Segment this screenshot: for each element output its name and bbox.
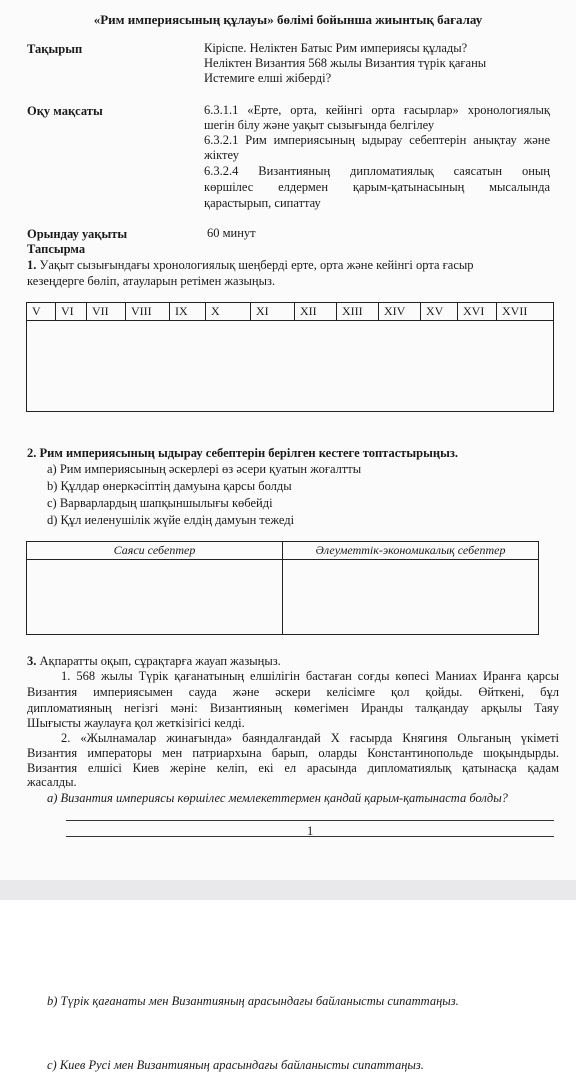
objective-2a: 6.3.2.1 Рим империясының ыдырау себептерін анықтау және (204, 133, 550, 147)
causes-table (26, 541, 539, 635)
century-cell: XVII (502, 304, 528, 318)
task2-heading: 2. Рим империясының ыдырау себептерін берілген кестеге топтастырыңыз. (27, 446, 458, 460)
task3-p2-line-3: Византия елшісі Киев жеріне келіп, екі ел арасында дипломатиялық қатынасқа қадам (27, 761, 559, 775)
task2-option-b: b) Құлдар өнеркәсіптің дамуына қарсы болды (47, 479, 292, 493)
task3-p1-line-3: дипломатияның негізгі мәні: Византияның көмегімен Иранды талқандау арқылы Таяу (27, 701, 559, 715)
topic-line-2: Неліктен Византия 568 жылы Византия түрік қағаны (204, 56, 487, 70)
answer-line-a1[interactable] (66, 820, 554, 821)
task3-p2-line-2: Византия императоры мен патриархына барып, оларды Константинопольде шоқындырды. (27, 746, 559, 760)
task1-line-1 (27, 258, 474, 273)
task2-option-d: d) Құл иеленушілік жүйе елдің дамуын тежеді (47, 513, 295, 527)
century-cell: XV (421, 303, 458, 320)
task3-p2-line-1: 2. «Жылнамалар жинағында» баяндалғандай X ғасырда Княгиня Ольганың үкіметі (61, 731, 559, 745)
objective-label: Оқу мақсаты (27, 104, 103, 118)
page-number: 1 (307, 824, 314, 838)
task1-text: Уақыт сызығындағы хронологиялық шеңберді ерте, орта және кейінгі орта ғасыр (39, 258, 474, 272)
question-c: c) Киев Русі мен Византияның арасындағы байланысты сипаттаңыз. (47, 1058, 424, 1072)
causes-political-header: Саяси себептер (113, 543, 196, 557)
century-cell: XI (251, 303, 295, 320)
timeline-answer-area[interactable] (27, 320, 553, 411)
objective-1a: 6.3.1.1 «Ерте, орта, кейінгі орта ғасырлар» хронологиялық (204, 103, 550, 117)
task-label: Тапсырма (27, 242, 86, 256)
century-cell: VII (87, 303, 126, 320)
document-title: «Рим империясының құлауы» бөлімі бойынша жиынтық бағалау (93, 12, 483, 27)
task3-p1-line-1: 1. 568 жылы Түрік қағанатының елшілігін бастаған соғды көпесі Маниах Иранға қарсы (61, 669, 559, 683)
objective-3a: 6.3.2.4 Византияның дипломатиялық саясатын оның (204, 164, 550, 178)
causes-social-cell[interactable] (283, 560, 538, 634)
century-cell: XIV (379, 303, 421, 320)
task1-line-2: кезеңдерге бөліп, атауларын ретімен жазыңыз. (27, 274, 276, 288)
century-cell: VI (56, 303, 87, 320)
task3-p1-line-4: Шығысты жаулауға қол жеткізігісі келді. (27, 716, 245, 730)
century-cell: X (206, 303, 251, 320)
topic-line-1: Кіріспе. Неліктен Батыс Рим империясы құлады? (204, 41, 468, 55)
century-cell: VIII (126, 303, 170, 320)
causes-social-header: Әлеуметтік-экономикалық себептер (315, 543, 506, 557)
century-cell: XII (295, 303, 337, 320)
objective-2b: жіктеу (204, 148, 239, 162)
century-cell: XIII (337, 303, 379, 320)
question-b: b) Түрік қағанаты мен Византияның арасындағы байланысты сипаттаңыз. (47, 994, 459, 1008)
page-break (0, 880, 576, 900)
causes-political-cell[interactable] (27, 560, 282, 634)
century-cell: IX (170, 303, 206, 320)
task2-option-c: c) Варварлардың шапқыншылығы көбейді (47, 496, 273, 510)
task3-p2-line-4: жасалды. (27, 775, 77, 789)
topic-line-3: Истемиге елші жіберді? (204, 71, 332, 85)
time-label: Орындау уақыты (27, 227, 128, 241)
objective-3b: көршілес елдермен қарым-қатынасының мысалында (204, 180, 550, 194)
century-cell: XVI (458, 303, 497, 320)
century-cell: V (27, 303, 56, 320)
task2-option-a: a) Рим империясының әскерлері өз әсери қуатын жоғалтты (47, 462, 362, 476)
task3-number: 3. (27, 654, 37, 668)
objective-1b: шегін білу және уақыт сызығында белгілеу (204, 118, 435, 132)
task3-p1-line-2: Византия империясымен сауда және әскери келісімге қол қойды. Өйткені, бұл (27, 685, 559, 699)
time-value: 60 минут (207, 226, 256, 240)
task1-number: 1. (27, 258, 37, 272)
question-a: a) Византия империясы көршілес мемлекеттермен қандай қарым-қатынаста болды? (47, 791, 508, 805)
worksheet-page-2 (0, 900, 576, 1088)
task3-heading-text: Ақпаратты оқып, сұрақтарға жауап жазыңыз. (39, 654, 281, 668)
task3-heading (27, 654, 281, 669)
objective-3c: қарастырып, сипаттау (204, 196, 321, 210)
topic-label: Тақырып (27, 42, 83, 56)
timeline-header-row (27, 303, 553, 321)
timeline-table (26, 302, 554, 412)
